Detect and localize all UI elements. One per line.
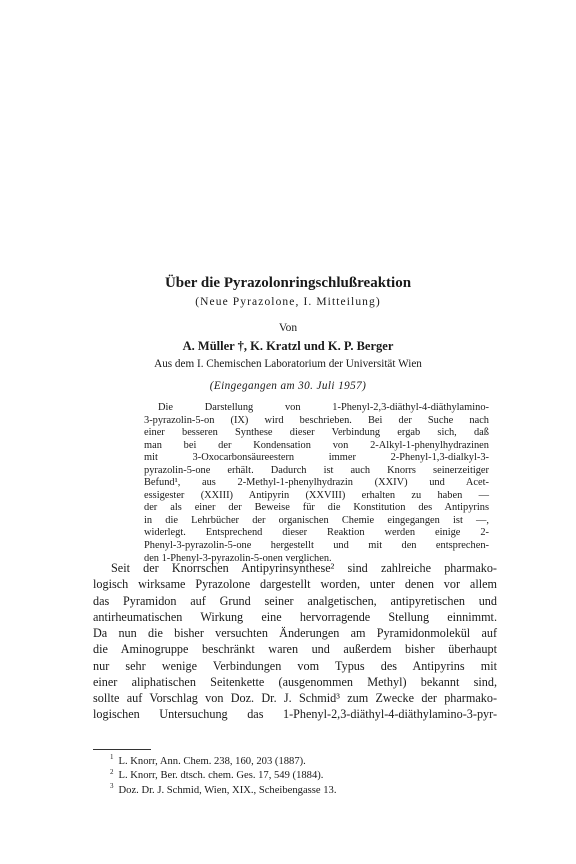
footnote-number: 2	[110, 767, 114, 776]
footnote	[110, 784, 500, 798]
abstract-line: den 1-Phenyl-3-pyrazolin-5-onen verglichen.	[144, 552, 332, 564]
abstract-line: widerlegt. Entsprechend dieser Reaktion werden einige 2-	[144, 527, 489, 539]
body-line: logischen Untersuchung das 1-Phenyl-2,3-diäthyl-4-diäthylamino-3-pyr-	[93, 707, 497, 722]
body-line: einer aliphatischen Seitenkette (ausgenommen Methyl) bekannt sind,	[93, 674, 497, 689]
footnotes	[110, 755, 500, 798]
article-subtitle: (Neue Pyrazolone, I. Mitteilung)	[195, 296, 381, 308]
body-line: antirheumatischen Wirkung eine hervorragende Stellung einnimmt.	[93, 609, 497, 624]
footnote-number: 1	[110, 753, 114, 762]
abstract-line: man bei der Kondensation von 2-Alkyl-1-phenylhydrazinen	[144, 439, 489, 451]
footnote-number: 3	[110, 782, 114, 791]
body-line: die Aminogruppe beschränkt waren und außerdem bisher überhaupt	[93, 642, 497, 657]
abstract-line: einer besseren Synthese dieser Verbindung ergab sich, daß	[144, 427, 489, 439]
abstract-line: pyrazolin-5-one erhält. Dadurch ist auch Knorrs seinerzeitiger	[144, 464, 489, 476]
body-line: logisch wirksame Pyrazolone dargestellt worden, unter denen vor allem	[93, 577, 497, 592]
authors: A. Müller †, K. Kratzl und K. P. Berger	[182, 339, 394, 353]
body-line: Seit der Knorrschen Antipyrinsynthese² sind zahlreiche pharmako-	[111, 561, 497, 575]
received-date: (Eingegangen am 30. Juli 1957)	[209, 380, 367, 392]
abstract-line: Befund¹, aus 2-Methyl-1-phenylhydrazin (XXIV) und Acet-	[144, 477, 489, 489]
body-line: das Pyramidon auf Grund seiner analgetischen, antipyretischen und	[93, 593, 497, 608]
footnote-text: Doz. Dr. J. Schmid, Wien, XIX., Scheibengasse 13.	[118, 784, 337, 796]
abstract-line: der als einer der Beweise für die Konstitution des Antipyrins	[144, 502, 489, 514]
footnote-text: L. Knorr, Ann. Chem. 238, 160, 203 (1887).	[118, 756, 306, 767]
footnote-separator	[93, 749, 151, 750]
abstract-line: essigester (XXIII) Antipyrin (XXVIII) erhalten zu haben —	[144, 489, 489, 501]
footnote-text: L. Knorr, Ber. dtsch. chem. Ges. 17, 549 (1884).	[118, 770, 324, 782]
abstract-line: Phenyl-3-pyrazolin-5-one hergestellt und mit den entsprechen-	[144, 540, 489, 552]
body-line: sollte auf Vorschlag von Doz. Dr. J. Schmid³ zum Zwecke der pharmako-	[93, 691, 497, 705]
footnote	[110, 755, 500, 769]
footnote	[110, 769, 500, 783]
abstract	[144, 402, 489, 565]
affiliation: Aus dem I. Chemischen Laboratorium der Universität Wien	[154, 358, 422, 370]
abstract-line: in die Lehrbücher der organischen Chemie eingegangen ist —,	[144, 514, 489, 526]
by-line-label: Von	[278, 322, 298, 334]
article-title: Über die Pyrazolonringschlußreaktion	[164, 275, 412, 291]
body-line: nur sehr wenige Verbindungen vom Typus des Antipyrins mit	[93, 658, 497, 673]
abstract-line: Die Darstellung von 1-Phenyl-2,3-diäthyl-4-diäthylamino-	[158, 402, 489, 413]
abstract-line: mit 3-Oxocarbonsäureestern immer 2-Phenyl-1,3-dialkyl-3-	[144, 452, 489, 464]
body-line: Da nun die bisher versuchten Änderungen am Pyramidonmolekül auf	[93, 626, 497, 640]
body-paragraph	[93, 560, 497, 723]
abstract-line: 3-pyrazolin-5-on (IX) wird beschrieben. Bei der Suche nach	[144, 414, 489, 426]
